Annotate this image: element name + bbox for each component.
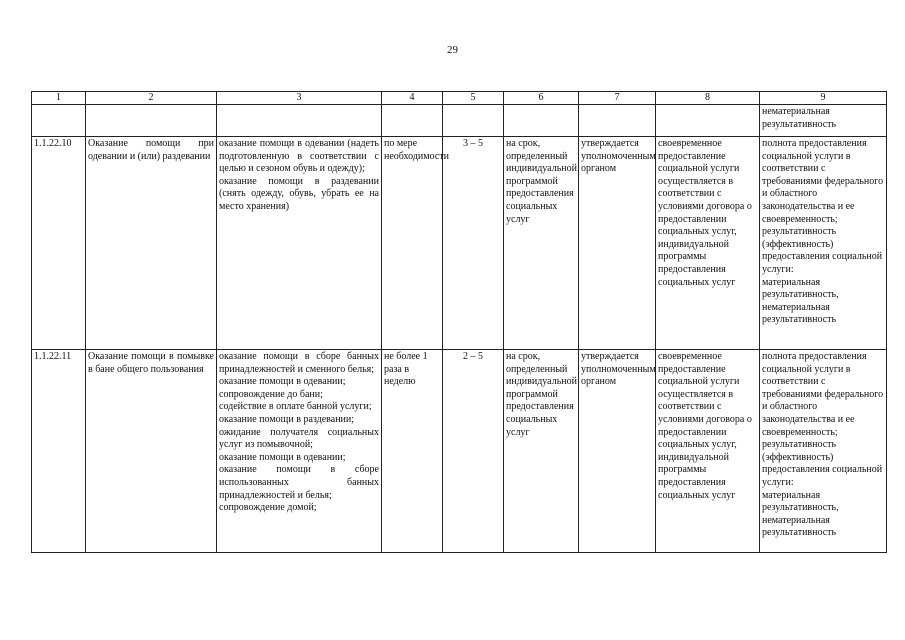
- column-number: 6: [504, 92, 579, 105]
- content-line: ожидание получателя социальных услуг из помывочной;: [219, 426, 379, 451]
- content-line: оказание помощи в одевании;: [219, 376, 346, 388]
- column-number: 2: [86, 92, 217, 105]
- column-number: 5: [443, 92, 504, 105]
- service-period: на срок, определенный индивидуальной программой предоставления социальных услуг: [504, 137, 579, 350]
- content-line: сопровождение до бани;: [219, 388, 323, 400]
- services-table: [31, 91, 887, 553]
- empty-cell: [504, 105, 579, 137]
- content-line: оказание помощи в одевании (надеть подготовленную в соответствии с целью и сезоном обувь и одежду);: [219, 138, 379, 175]
- column-number: 8: [656, 92, 760, 105]
- column-number: 9: [760, 92, 887, 105]
- content-line: оказание помощи в сборе банных принадлежностей и сменного белья;: [219, 351, 379, 375]
- evaluation-line: нематериальная результативность: [762, 514, 837, 539]
- service-name: Оказание помощи в помывке в бане общего пользования: [86, 350, 217, 553]
- quality-indicators: своевременное предоставление социальной услуги осуществляется в соответствии с условиями договора о предоставлении социальных услуг, индивидуальной программы предоставления социальных услуг: [656, 350, 760, 553]
- evaluation-line: результативность (эффективность) предоставления социальной услуги:: [762, 439, 883, 488]
- empty-cell: [656, 105, 760, 137]
- empty-cell: [579, 105, 656, 137]
- empty-cell: [217, 105, 382, 137]
- evaluation-line: нематериальная результативность: [762, 301, 837, 326]
- column-number: 1: [32, 92, 86, 105]
- continuation-row: [32, 105, 887, 137]
- quality-indicators: своевременное предоставление социальной услуги осуществляется в соответствии с условиями договора о предоставлении социальных услуг, индивидуальной программы предоставления социальных услуг: [656, 137, 760, 350]
- evaluation-text: нематериальная результативность: [762, 106, 837, 130]
- evaluation-line: материальная результативность,: [762, 276, 839, 301]
- content-line: оказание помощи в раздевании (снять одежду, обувь, убрать ее на место хранения): [219, 175, 379, 212]
- content-line: содействие в оплате банной услуги;: [219, 401, 372, 413]
- column-number: 7: [579, 92, 656, 105]
- empty-cell: [86, 105, 217, 137]
- service-time: 3 – 5: [443, 137, 504, 350]
- service-cost: утверждается уполномоченным органом: [579, 350, 656, 553]
- column-number-row: [32, 92, 887, 105]
- service-period: на срок, определенный индивидуальной программой предоставления социальных услуг: [504, 350, 579, 553]
- evaluation-line: результативность (эффективность) предоставления социальной услуги:: [762, 226, 883, 275]
- service-time: 2 – 5: [443, 350, 504, 553]
- table-row: [32, 137, 887, 350]
- content-line: оказание помощи в раздевании;: [219, 413, 355, 425]
- content-line: оказание помощи в одевании;: [219, 451, 346, 463]
- table-row: [32, 350, 887, 553]
- service-content: [217, 137, 382, 350]
- service-content: [217, 350, 382, 553]
- service-code: 1.1.22.11: [32, 350, 86, 553]
- content-line: сопровождение домой;: [219, 502, 317, 514]
- page-number: 29: [447, 44, 458, 56]
- empty-cell: [32, 105, 86, 137]
- evaluation-line: полнота предоставления социальной услуги в соответствии с требованиями федерального и областного законодательства и ее своевременность;: [762, 351, 884, 438]
- result-evaluation: [760, 137, 887, 350]
- content-line: оказание помощи в сборе использованных банных принадлежностей и белья;: [219, 464, 379, 501]
- column-number: 3: [217, 92, 382, 105]
- evaluation-line: материальная результативность,: [762, 489, 839, 514]
- empty-cell: [382, 105, 443, 137]
- service-code: 1.1.22.10: [32, 137, 86, 350]
- result-evaluation: [760, 350, 887, 553]
- service-frequency: по мере необходимости: [382, 137, 443, 350]
- column-number: 4: [382, 92, 443, 105]
- evaluation-cell: [760, 105, 887, 137]
- evaluation-line: полнота предоставления социальной услуги в соответствии с требованиями федерального и областного законодательства и ее своевременность;: [762, 138, 884, 225]
- service-name: Оказание помощи при одевании и (или) раздевании: [86, 137, 217, 350]
- service-cost: утверждается уполномоченным органом: [579, 137, 656, 350]
- empty-cell: [443, 105, 504, 137]
- service-frequency: не более 1 раза в неделю: [382, 350, 443, 553]
